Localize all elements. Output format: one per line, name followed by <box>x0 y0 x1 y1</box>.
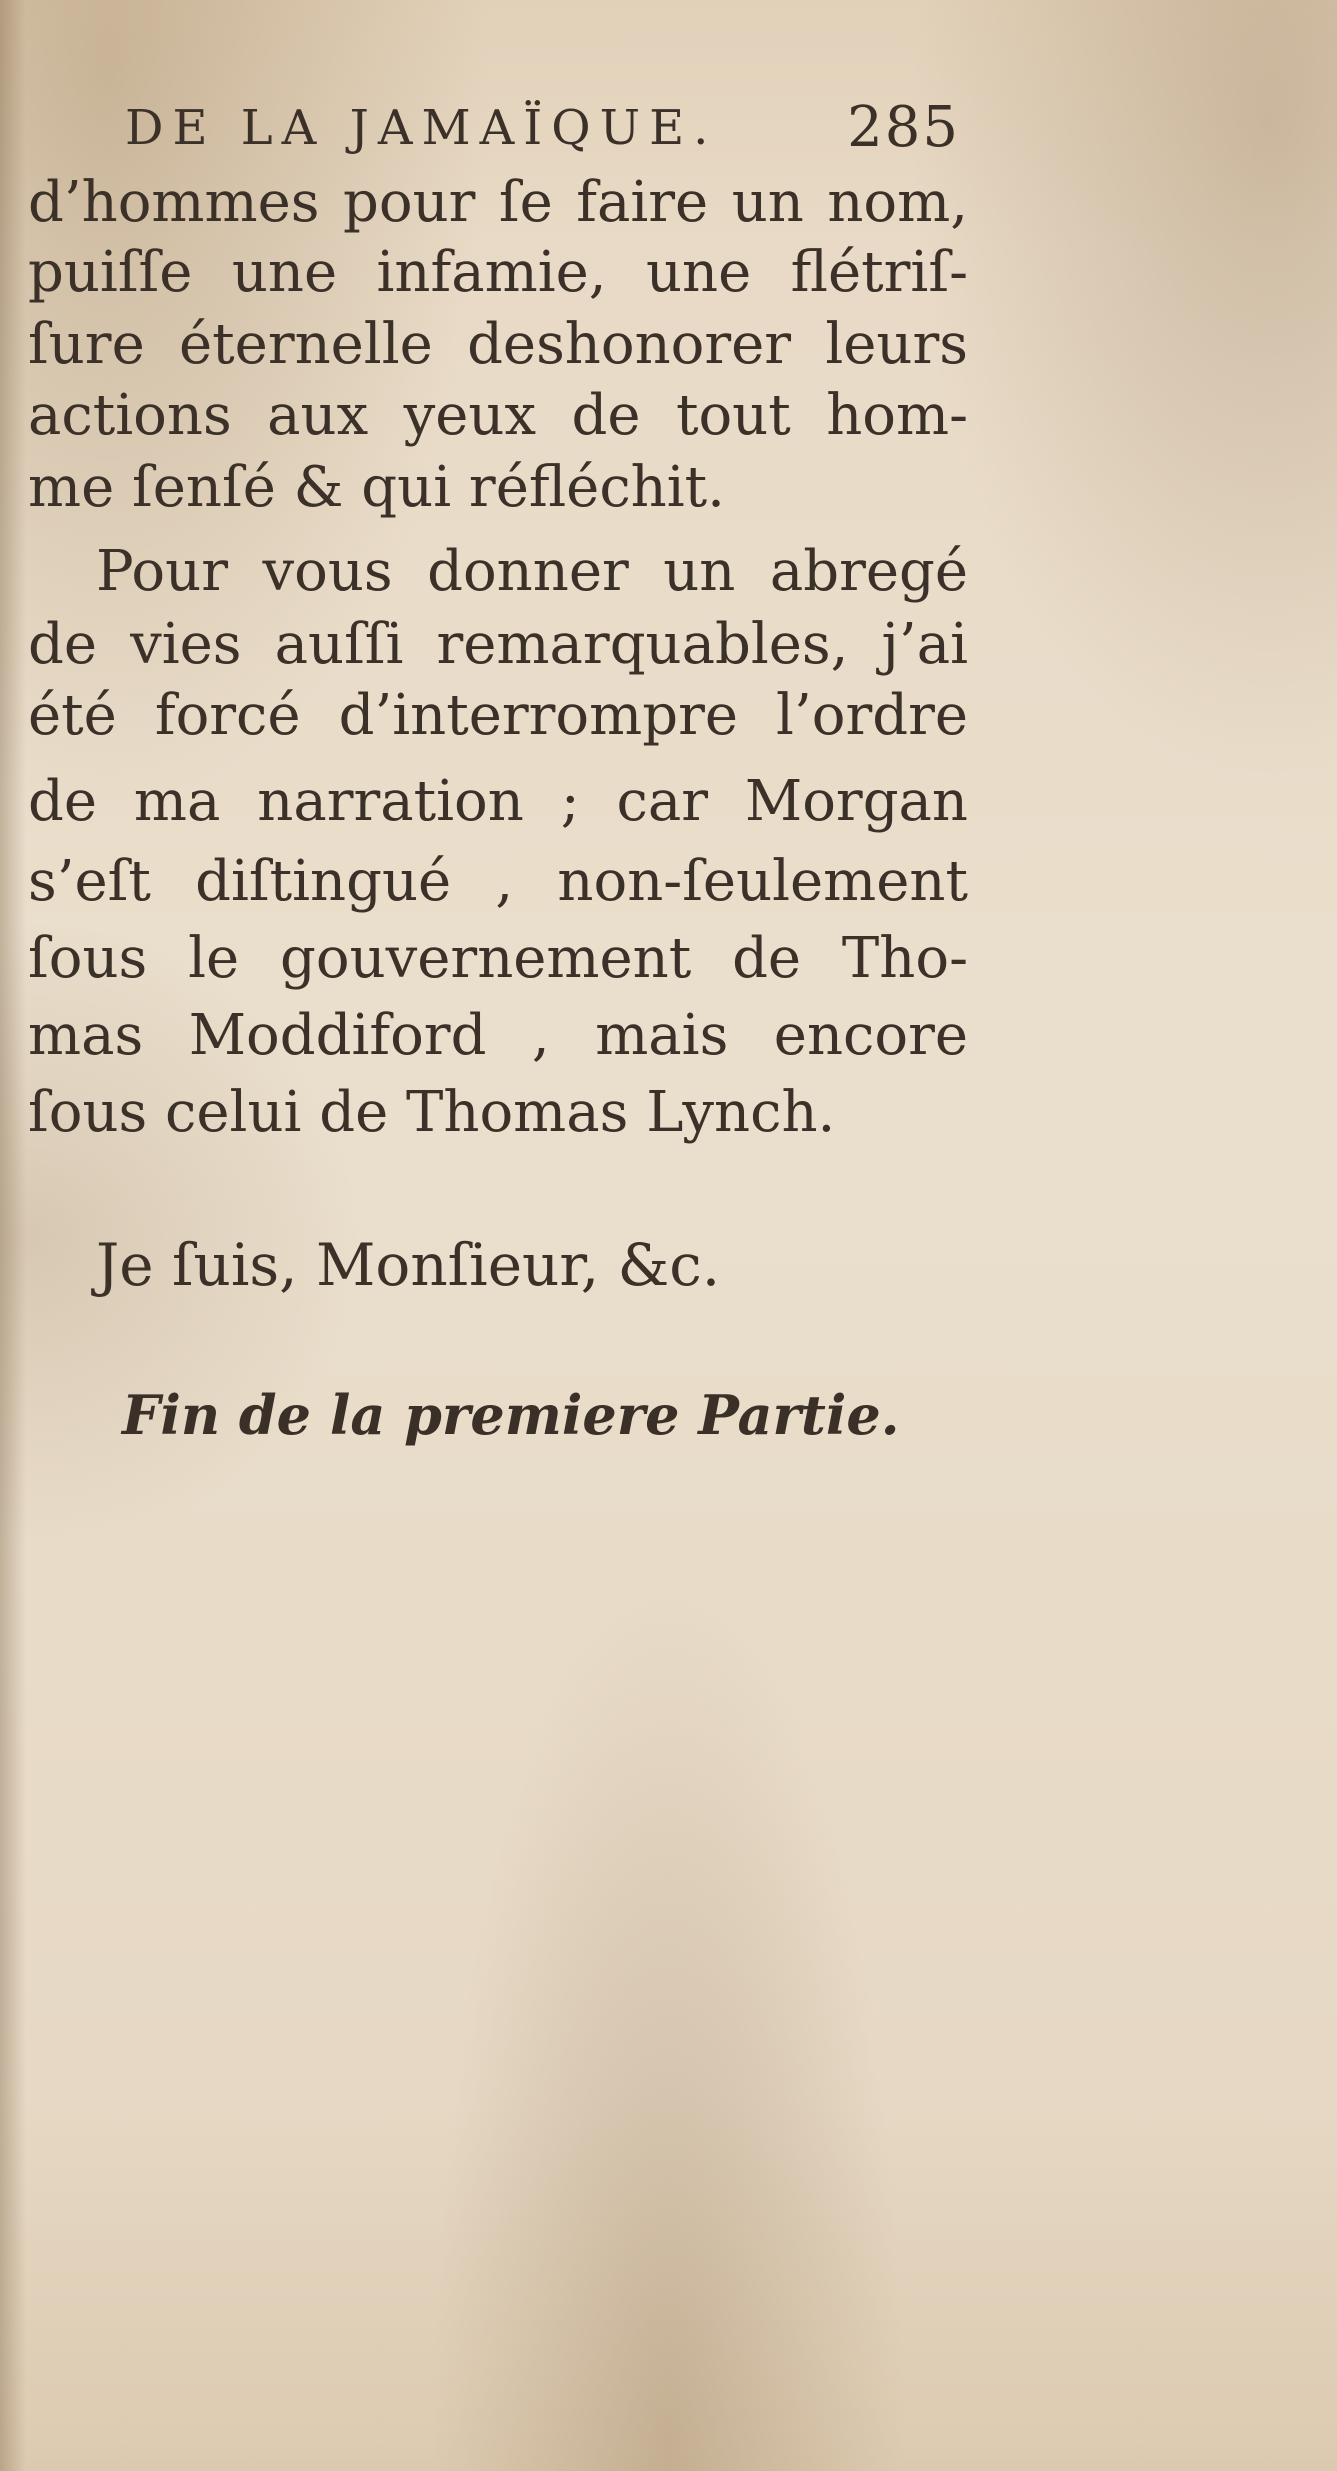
page-number: 285 <box>847 95 960 160</box>
text-line: s’eſt diſtingué , non-ſeulement <box>28 849 968 914</box>
text-line: actions aux yeux de tout hom- <box>28 383 968 448</box>
text-line: me ſenſé & qui réfléchit. <box>28 455 725 520</box>
text-line: ſure éternelle deshonorer leurs <box>28 312 968 377</box>
text-line: ſous le gouvernement de Tho- <box>28 926 968 991</box>
closing-salutation: Je ſuis, Monſieur, &c. <box>96 1231 721 1299</box>
running-head <box>125 88 960 168</box>
text-line: de ma narration ; car Morgan <box>28 769 968 834</box>
text-line: de vies auſſi remarquables, j’ai <box>28 612 968 677</box>
text-line: mas Moddiford , mais encore <box>28 1003 968 1068</box>
paragraph-first-line: Pour vous donner un abregé <box>96 539 968 604</box>
text-line: été forcé d’interrompre l’ordre <box>28 683 968 748</box>
text-line: ſous celui de Thomas Lynch. <box>28 1080 836 1145</box>
text-line: d’hommes pour ſe faire un nom, <box>28 170 968 235</box>
gutter-shadow <box>0 0 26 2471</box>
text-line: puiſſe une infamie, une flétriſ- <box>28 240 968 305</box>
end-of-part-note: Fin de la premiere Partie. <box>122 1383 900 1447</box>
running-title: DE LA JAMAÏQUE. <box>125 100 718 156</box>
